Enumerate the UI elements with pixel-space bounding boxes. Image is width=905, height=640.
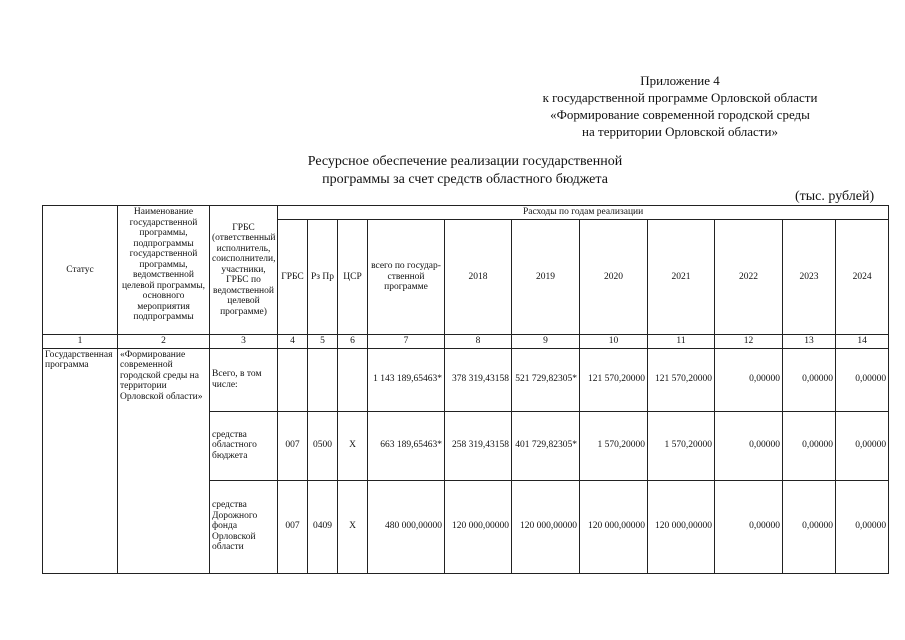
column-number: 7	[368, 335, 445, 349]
column-number: 6	[338, 335, 368, 349]
column-number: 14	[836, 335, 889, 349]
y2019-cell: 521 729,82305*	[512, 348, 580, 411]
total-cell: 480 000,00000	[368, 480, 445, 573]
y2021-cell: 121 570,20000	[648, 348, 715, 411]
y2023-cell: 0,00000	[783, 480, 836, 573]
column-number: 4	[278, 335, 308, 349]
header-2024: 2024	[836, 219, 889, 335]
header-2018: 2018	[445, 219, 512, 335]
column-number: 10	[580, 335, 648, 349]
column-number: 3	[210, 335, 278, 349]
total-cell: 1 143 189,65463*	[368, 348, 445, 411]
header-grbs: ГРБС	[278, 219, 308, 335]
header-2020: 2020	[580, 219, 648, 335]
y2020-cell: 120 000,00000	[580, 480, 648, 573]
y2018-cell: 120 000,00000	[445, 480, 512, 573]
appendix-line-2: к государственной программе Орловской области	[542, 90, 818, 105]
grbs-cell: 007	[278, 480, 308, 573]
header-expenses-group: Расходы по годам реализации	[278, 206, 889, 220]
resource-table	[42, 205, 889, 574]
y2023-cell: 0,00000	[783, 348, 836, 411]
appendix-line-3: «Формирование современной городской среды	[550, 107, 810, 122]
column-number: 2	[118, 335, 210, 349]
rzpr-cell: 0500	[308, 411, 338, 480]
header-total: всего по государ-ственной программе	[368, 219, 445, 335]
csr-cell	[338, 348, 368, 411]
appendix-line-1: Приложение 4	[640, 73, 720, 88]
header-status: Статус	[43, 206, 118, 335]
y2019-cell: 120 000,00000	[512, 480, 580, 573]
y2024-cell: 0,00000	[836, 480, 889, 573]
y2023-cell: 0,00000	[783, 411, 836, 480]
column-number: 1	[43, 335, 118, 349]
y2021-cell: 120 000,00000	[648, 480, 715, 573]
grbs-cell	[278, 348, 308, 411]
y2024-cell: 0,00000	[836, 348, 889, 411]
header-csr: ЦСР	[338, 219, 368, 335]
csr-cell: Х	[338, 480, 368, 573]
grbs-full-cell: средства областного бюджета	[210, 411, 278, 480]
title-line-1: Ресурсное обеспечение реализации государственной	[307, 154, 623, 169]
column-number: 13	[783, 335, 836, 349]
csr-cell: Х	[338, 411, 368, 480]
y2020-cell: 121 570,20000	[580, 348, 648, 411]
y2018-cell: 258 319,43158	[445, 411, 512, 480]
appendix-line-4: на территории Орловской области»	[582, 124, 778, 139]
y2020-cell: 1 570,20000	[580, 411, 648, 480]
rzpr-cell: 0409	[308, 480, 338, 573]
y2024-cell: 0,00000	[836, 411, 889, 480]
y2019-cell: 401 729,82305*	[512, 411, 580, 480]
appendix-header	[470, 72, 890, 140]
header-2022: 2022	[715, 219, 783, 335]
units-label: (тыс. рублей)	[795, 189, 875, 204]
header-grbs-full: ГРБС (ответственный исполнитель, соисполнители, участники, ГРБС по ведомственной целевой программе)	[210, 206, 278, 335]
header-rzpr: Рз Пр	[308, 219, 338, 335]
total-cell: 663 189,65463*	[368, 411, 445, 480]
column-number: 8	[445, 335, 512, 349]
grbs-full-cell: средства Дорожного фонда Орловской области	[210, 480, 278, 573]
column-number-row	[43, 335, 889, 349]
grbs-cell: 007	[278, 411, 308, 480]
document-title	[230, 153, 700, 189]
column-number: 11	[648, 335, 715, 349]
column-number: 12	[715, 335, 783, 349]
column-number: 5	[308, 335, 338, 349]
title-line-2: программы за счет средств областного бюджета	[322, 172, 608, 187]
header-2023: 2023	[783, 219, 836, 335]
rzpr-cell	[308, 348, 338, 411]
y2022-cell: 0,00000	[715, 411, 783, 480]
status-cell: Государственная программа	[43, 348, 118, 573]
header-2021: 2021	[648, 219, 715, 335]
program-name-cell: «Формирование современной городской среды на территории Орловской области»	[118, 348, 210, 573]
grbs-full-cell: Всего, в том числе:	[210, 348, 278, 411]
table-row	[43, 348, 889, 411]
column-number: 9	[512, 335, 580, 349]
y2018-cell: 378 319,43158	[445, 348, 512, 411]
y2022-cell: 0,00000	[715, 348, 783, 411]
header-name: Наименование государственной программы, подпрограммы государственной программы, ведомственной целевой программы, основного мероприятия подпрограммы	[118, 206, 210, 335]
y2021-cell: 1 570,20000	[648, 411, 715, 480]
y2022-cell: 0,00000	[715, 480, 783, 573]
header-2019: 2019	[512, 219, 580, 335]
